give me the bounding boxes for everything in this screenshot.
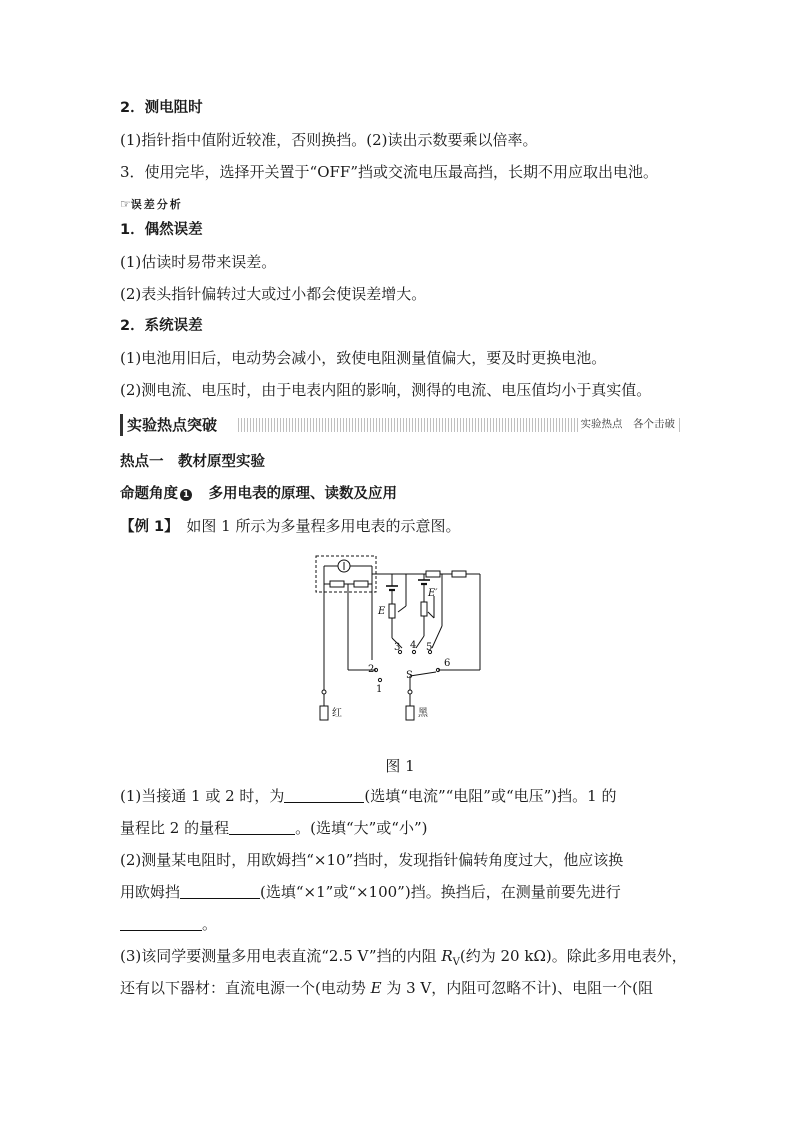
- label-4: 4: [410, 640, 417, 651]
- q1-text-d: 。(选填“大”或“小”): [295, 819, 428, 837]
- circle-number-icon: 1: [180, 489, 192, 501]
- question-1-line-1: [120, 786, 680, 818]
- hand-pointer-icon: ☞: [120, 197, 131, 211]
- section-heading: 2．测电阻时: [120, 100, 203, 116]
- section-banner: [120, 414, 680, 440]
- question-2-line-1: (2)测量某电阻时，用欧姆挡“×10”挡时，发现指针偏转角度过大，他应该换: [120, 851, 624, 869]
- label-1: 1: [376, 684, 383, 695]
- q1-text-a: (1)当接通 1 或 2 时，为: [120, 787, 285, 805]
- resistor-icon: [330, 581, 344, 587]
- var-r: R: [441, 947, 453, 965]
- subsection-tag: [120, 194, 680, 220]
- angle-prefix: 命题角度: [120, 486, 178, 502]
- circuit-figure: [120, 552, 680, 752]
- label-6: 6: [444, 658, 451, 669]
- q3-text-b: (约为 20 kΩ)。除此多用电表外，: [459, 947, 687, 965]
- answer-blank[interactable]: [284, 786, 364, 803]
- var-e: E: [370, 979, 382, 997]
- label-5: 5: [426, 642, 433, 653]
- q3-text-a: (3)该同学要测量多用电表直流“2.5 V”挡的内阻: [120, 947, 442, 965]
- angle-heading: [120, 484, 680, 516]
- figure-caption: 图 1: [385, 757, 415, 775]
- multimeter-circuit-diagram: [310, 552, 490, 752]
- q3-text-d: 为 3 V，内阻可忽略不计)、电阻一个(阻: [381, 979, 653, 997]
- label-2: 2: [368, 664, 375, 675]
- red-probe-icon: [320, 706, 328, 720]
- section-heading: 2．系统误差: [120, 318, 203, 334]
- q1-text-c: 量程比 2 的量程: [120, 819, 230, 837]
- q2-text-c: (选填“×1”或“×100”)挡。换挡后，在测量前要先进行: [260, 883, 621, 901]
- answer-blank[interactable]: [229, 818, 295, 835]
- q2-text-d: 。: [202, 915, 218, 933]
- document-page: [120, 98, 687, 1010]
- banner-title: 实验热点突破: [120, 414, 223, 436]
- q2-text-b: 用欧姆挡: [120, 883, 181, 901]
- example-label: 【例 1】: [120, 519, 172, 535]
- question-3-line-1: [120, 946, 687, 978]
- label-3: 3: [394, 642, 401, 653]
- paragraph: (1)指针指中值附近较准，否则换挡。(2)读出示数要乘以倍率。: [120, 131, 538, 149]
- label-s: S: [406, 670, 413, 681]
- question-3-line-2: [120, 978, 680, 1010]
- q1-text-b: (选填“电流”“电阻”或“电压”)挡。1 的: [364, 787, 617, 805]
- angle-text: 多用电表的原理、读数及应用: [208, 486, 397, 502]
- paragraph: 3．使用完毕，选择开关置于“OFF”挡或交流电压最高挡，长期不用应取出电池。: [120, 163, 658, 181]
- black-probe-icon: [406, 706, 414, 720]
- example-text: 如图 1 所示为多量程多用电表的示意图。: [186, 517, 461, 535]
- answer-blank[interactable]: [180, 882, 260, 899]
- paragraph: (2)测电流、电压时，由于电表内阻的影响，测得的电流、电压值均小于真实值。: [120, 381, 652, 399]
- paragraph: (2)表头指针偏转过大或过小都会使误差增大。: [120, 285, 427, 303]
- example-line: [120, 516, 680, 548]
- label-e: E: [378, 606, 386, 617]
- question-1-line-2: [120, 818, 680, 850]
- answer-blank[interactable]: [120, 914, 202, 931]
- banner-subtitle: 实验热点 各个击破: [578, 416, 679, 432]
- q3-text-c: 还有以下器材：直流电源一个(电动势: [120, 979, 371, 997]
- var-r-subscript: V: [452, 957, 460, 968]
- label-e-prime: E′: [428, 588, 438, 599]
- question-2-line-2: [120, 882, 680, 914]
- subsection-tag-label: 误差分析: [130, 198, 183, 211]
- resistor-icon: [426, 571, 440, 577]
- label-red: 红: [332, 708, 342, 719]
- resistor-icon: [389, 604, 395, 618]
- hotspot-heading: 热点一 教材原型实验: [120, 454, 265, 470]
- label-black: 黑: [418, 708, 428, 719]
- resistor-icon: [354, 581, 368, 587]
- paragraph: (1)估读时易带来误差。: [120, 253, 277, 271]
- resistor-icon: [421, 602, 427, 616]
- question-2-line-3: [120, 914, 680, 946]
- paragraph: (1)电池用旧后，电动势会减小，致使电阻测量值偏大，要及时更换电池。: [120, 349, 607, 367]
- section-heading: 1．偶然误差: [120, 222, 203, 238]
- resistor-icon: [452, 571, 466, 577]
